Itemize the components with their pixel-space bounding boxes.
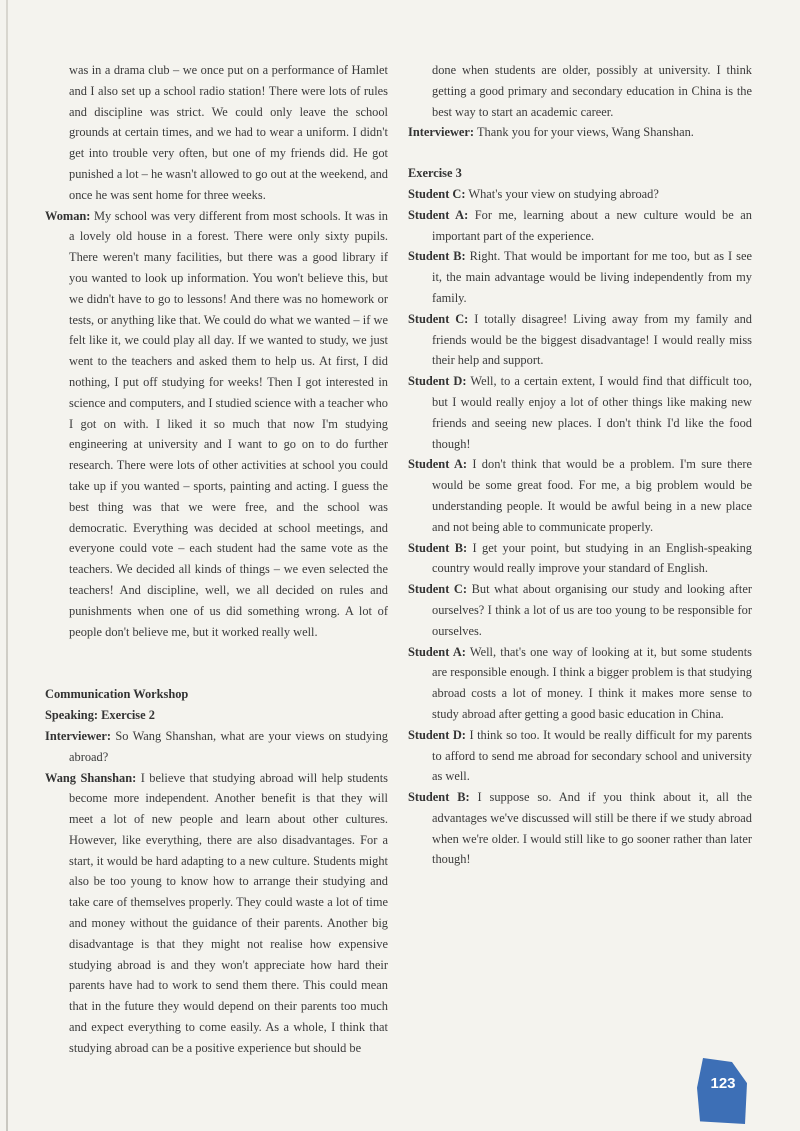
- dialogue-text: Right. That would be important for me too, but as I see it, the main advantage would be living independently from my family.: [432, 249, 752, 305]
- intro-text: was in a drama club – we once put on a performance of Hamlet and I also set up a school radio station! There were lots of rules and discipline was strict. We could only leave the school grounds at certain times, and we had to wear a uniform. I didn't get into trouble very often, but one of my friends did. He got punished a lot – he wasn't allowed to go out at the weekend, and once he was sent home for three weeks.: [69, 63, 388, 202]
- right-column: [408, 60, 752, 870]
- dialogue-line: [408, 205, 752, 247]
- speaker-interviewer: Interviewer:: [45, 728, 112, 743]
- dialogue-line: [408, 642, 752, 725]
- interviewer-question-text: So Wang Shanshan, what are your views on studying abroad?: [69, 728, 388, 764]
- exercise3-heading: Exercise 3: [408, 166, 462, 181]
- interviewer-thanks-text: Thank you for your views, Wang Shanshan.: [476, 125, 694, 140]
- wang-continued-paragraph: [408, 60, 752, 122]
- dialogue-line: [408, 371, 752, 454]
- speaker-label: Student A:: [408, 644, 466, 659]
- dialogue-text: Well, to a certain extent, I would find that difficult too, but I would really enjoy a lot of other things like making new friends and seeing new places. I don't think I'd like the food though!: [432, 374, 752, 451]
- dialogue-line: [408, 787, 752, 870]
- exercise2-heading: Speaking: Exercise 2: [45, 708, 155, 723]
- dialogue-line: [408, 184, 752, 205]
- dialogue-line: [408, 579, 752, 641]
- speaker-wang: Wang Shanshan:: [45, 770, 137, 785]
- speaker-label: Student C:: [408, 311, 469, 326]
- dialogue-text: Well, that's one way of looking at it, but some students are responsible enough. I think a bigger problem is that studying abroad costs a lot of money. I think it makes more sense to study abroad after getting a good basic education in China.: [432, 644, 752, 721]
- dialogue-line: [408, 246, 752, 308]
- intro-paragraph: [45, 60, 388, 206]
- dialogue-line: [408, 725, 752, 787]
- speaker-label: Student C:: [408, 186, 466, 201]
- dialogue-line: [408, 538, 752, 580]
- page-binding-edge: [6, 0, 8, 1131]
- wang-paragraph: [45, 768, 388, 1059]
- interviewer-thanks-paragraph: [408, 122, 752, 143]
- dialogue-text: I get your point, but studying in an English-speaking country would really improve your standard of English.: [432, 540, 752, 576]
- speaker-label: Student A:: [408, 207, 469, 222]
- dialogue-text: For me, learning about a new culture would be an important part of the experience.: [432, 207, 752, 243]
- dialogue-text: I suppose so. And if you think about it, all the advantages we've discussed will still be there if we study abroad when we're older. I would still like to go sooner rather than later though!: [432, 790, 752, 867]
- speaker-label: Student C:: [408, 582, 468, 597]
- speaker-label: Student B:: [408, 249, 466, 264]
- woman-text: My school was very different from most schools. It was in a lovely old house in a forest. There were only sixty pupils. There weren't many facilities, but there was a good library if you wanted to look up information. You won't believe this, but we didn't have to go to lessons! And there was no homework or tests, or anything like that. We could do what we wanted – if we felt like it, we could play all day. If we wanted to study, we just went to the teachers and asked them to help us. At first, I did nothing, I put off studying for weeks! Then I got interested in science and computers, and I studied science with a teacher who I got on with. I liked it so much that now I'm studying engineering at university and I want to go on to do further research. There were lots of other activities at school you could take up if you wanted – sports, painting and acting. I guess the best thing was that we were free, and the school was democratic. Everything was decided at school meetings, and everyone could vote – each student had the same vote as the teachers. We decided all kinds of things – we even selected the teachers! And discipline, well, we all decided on rules and punishments when one of us did something wrong. A lot of people don't believe me, but it worked really well.: [69, 208, 388, 639]
- dialogue-text: I totally disagree! Living away from my family and friends would be the biggest disadvantage! I would really miss their help and support.: [432, 311, 752, 368]
- left-column: [45, 60, 388, 1059]
- speaker-label: Student D:: [408, 727, 466, 742]
- speaker-label: Student B:: [408, 790, 470, 805]
- dialogue-line: [408, 454, 752, 537]
- dialogue-text: What's your view on studying abroad?: [468, 186, 659, 201]
- speaker-woman: Woman:: [45, 208, 91, 223]
- dialogue-line: [408, 309, 752, 371]
- dialogue-text: I don't think that would be a problem. I'm sure there would be some great food. For me, a big problem would be understanding people. It would be awful being in a new place and not being able to communicate properly.: [432, 457, 752, 534]
- interviewer-question-paragraph: [45, 726, 388, 768]
- speaker-label: Student D:: [408, 374, 467, 389]
- woman-paragraph: [45, 206, 388, 643]
- dialogue-text: But what about organising our study and looking after ourselves? I think a lot of us are too young to be responsible for ourselves.: [432, 582, 752, 638]
- page-number: 123: [710, 1075, 736, 1092]
- speaker-label: Student B:: [408, 540, 468, 555]
- speaker-label: Student A:: [408, 457, 468, 472]
- speaker-interviewer: Interviewer:: [408, 125, 475, 140]
- workshop-heading: Communication Workshop: [45, 687, 189, 702]
- wang-continued-text: done when students are older, possibly at university. I think getting a good primary and secondary education in China is the best way to start an academic career.: [432, 63, 752, 119]
- wang-text: I believe that studying abroad will help students become more independent. Another benefit is that they will meet a lot of new people and learn about other cultures. However, like everything, there are also disadvantages. For a start, it would be hard adapting to a new culture. Students might also be too young to know how to arrange their studying and take care of themselves properly. They could waste a lot of time and money without the guidance of their parents. Another big disadvantage is that they might not realise how expensive studying abroad is and they won't appreciate how hard their parents have had to work to send them there. This could mean that in the future they would depend on their parents too much and expect everything to come easily. As a whole, I think that studying abroad can be a positive experience but should be: [69, 770, 388, 1055]
- dialogue-text: I think so too. It would be really difficult for my parents to afford to send me abroad for secondary school and university as well.: [432, 727, 752, 784]
